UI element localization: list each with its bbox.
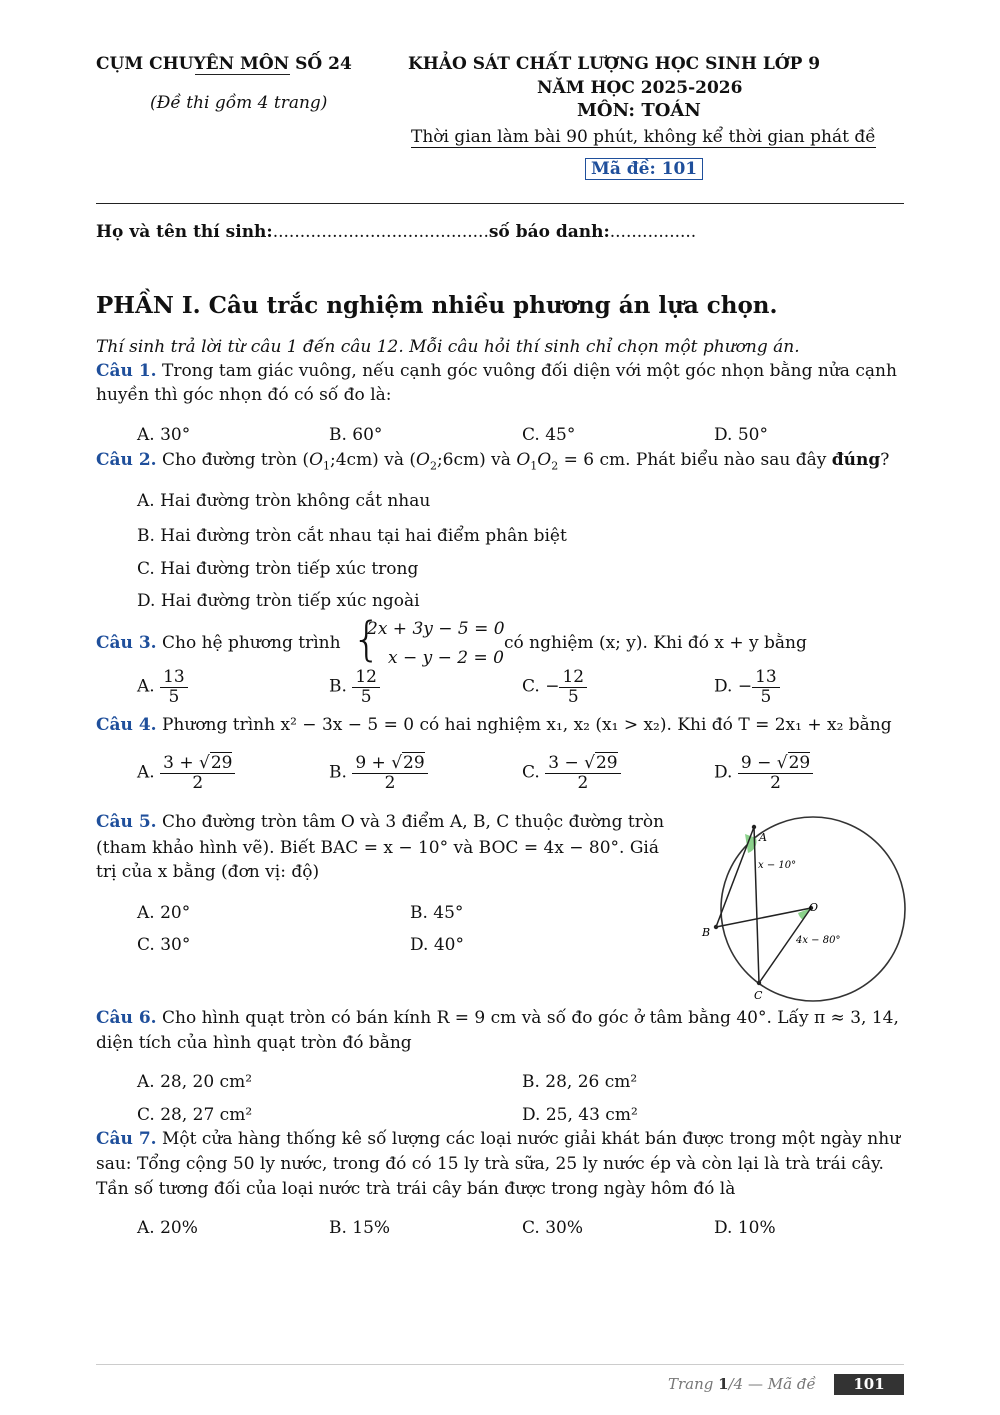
- q1-option-d[interactable]: D. 50°: [714, 425, 768, 445]
- q6-option-c[interactable]: C. 28, 27 cm²: [137, 1105, 253, 1125]
- q7-line1: Câu 7. Một cửa hàng thống kê số lượng các loại nước giải khát bán được trong một ngày như: [96, 1129, 901, 1149]
- q3-eq2: x − y − 2 = 0: [388, 648, 504, 668]
- q7-line3: Tần số tương đối của loại nước trà trái cây bán được trong ngày hôm đó là: [96, 1179, 736, 1199]
- q3-option-a[interactable]: A. $\frac{13}{5}$: [137, 668, 188, 706]
- exam-title: KHẢO SÁT CHẤT LƯỢNG HỌC SINH LỚP 9: [408, 54, 821, 74]
- q4-option-a[interactable]: A. $\frac{3 + √29}{2}$: [137, 754, 235, 792]
- q6-label: Câu 6.: [96, 1008, 157, 1028]
- time-note: Thời gian làm bài 90 phút, không kể thời gian phát đề: [411, 127, 876, 147]
- q1-line1: [96, 361, 906, 381]
- q1-label: Câu 1.: [96, 361, 157, 381]
- point-c: [757, 981, 761, 985]
- q2-option-c[interactable]: C. Hai đường tròn tiếp xúc trong: [137, 559, 419, 579]
- exam-code-box: Mã đề: 101: [585, 158, 703, 180]
- school-cluster-title: CỤM CHUYÊN MÔN SỐ 24: [96, 54, 352, 74]
- header-underline: [195, 74, 290, 75]
- q4-option-b[interactable]: B. $\frac{9 + √29}{2}$: [329, 754, 428, 792]
- q7-option-d[interactable]: D. 10%: [714, 1218, 776, 1238]
- q7-option-c[interactable]: C. 30%: [522, 1218, 583, 1238]
- q1-option-a[interactable]: A. 30°: [137, 425, 191, 445]
- q3-option-d[interactable]: D. − $\frac{13}{5}$: [714, 668, 780, 706]
- subject-title: MÔN: TOÁN: [577, 100, 701, 121]
- point-b: [714, 925, 718, 929]
- system-brace: {: [352, 612, 382, 666]
- q1-option-b[interactable]: B. 60°: [329, 425, 383, 445]
- q5-option-c[interactable]: C. 30°: [137, 935, 191, 955]
- q5-line1: Câu 5. Cho đường tròn tâm O và 3 điểm A, B, C thuộc đường tròn: [96, 812, 665, 832]
- q5-option-b[interactable]: B. 45°: [410, 903, 464, 923]
- q6-line1: Câu 6. Cho hình quạt tròn có bán kính R = 9 cm và số đo góc ở tâm bằng 40°. Lấy π ≈ 3, 14,: [96, 1008, 899, 1028]
- q5-option-a[interactable]: A. 20°: [137, 903, 191, 923]
- label-b: B: [702, 926, 711, 939]
- header-divider: [96, 203, 904, 204]
- label-angle-a: x − 10°: [758, 860, 797, 871]
- q5-line2: (tham khảo hình vẽ). Biết BAC = x − 10° và BOC = 4x − 80°. Giá: [96, 838, 660, 858]
- segment-ac: [754, 827, 759, 983]
- segment-ab: [716, 827, 754, 927]
- q6-option-b[interactable]: B. 28, 26 cm²: [522, 1072, 638, 1092]
- q1-text: Trong tam giác vuông, nếu cạnh góc vuông đối diện với một góc nhọn bằng nửa cạnh: [161, 361, 897, 381]
- point-a: [752, 825, 756, 829]
- q1-option-c[interactable]: C. 45°: [522, 425, 576, 445]
- q3-option-c[interactable]: C. − $\frac{12}{5}$: [522, 668, 587, 706]
- label-o: O: [809, 901, 819, 914]
- q2-line: Câu 2. Cho đường tròn $(O_1;4cm)$ và $(O_2;6cm)$ và $O_1O_2 = 6$ cm. Phát biểu nào sau đây đúng?: [96, 450, 890, 473]
- q2-option-d[interactable]: D. Hai đường tròn tiếp xúc ngoài: [137, 591, 420, 611]
- footer-text: Trang 1/4 — Mã đề: [668, 1375, 816, 1393]
- q5-line3: trị của x bằng (đơn vị: độ): [96, 862, 320, 882]
- page-count-note: (Đề thi gồm 4 trang): [150, 93, 328, 113]
- label-a: A: [759, 831, 767, 844]
- q7-option-b[interactable]: B. 15%: [329, 1218, 391, 1238]
- q7-option-a[interactable]: A. 20%: [137, 1218, 198, 1238]
- part1-instruction: Thí sinh trả lời từ câu 1 đến câu 12. Mỗi câu hỏi thí sinh chỉ chọn một phương án.: [96, 337, 800, 357]
- q3-eq1: 2x + 3y − 5 = 0: [367, 619, 505, 639]
- q2-option-a[interactable]: A. Hai đường tròn không cắt nhau: [137, 491, 431, 511]
- circle-figure: [690, 805, 910, 1005]
- q6-option-d[interactable]: D. 25, 43 cm²: [522, 1105, 638, 1125]
- label-c: C: [754, 989, 763, 1002]
- q1-line2: huyền thì góc nhọn đó có số đo là:: [96, 385, 392, 405]
- q7-line2: sau: Tổng cộng 50 ly nước, trong đó có 15 ly trà sữa, 25 ly nước ép và còn lại là trà trái cây.: [96, 1154, 884, 1174]
- part1-title: PHẦN I. Câu trắc nghiệm nhiều phương án lựa chọn.: [96, 292, 778, 319]
- candidate-id-dots: ................: [609, 222, 697, 242]
- q5-option-d[interactable]: D. 40°: [410, 935, 464, 955]
- q6-option-a[interactable]: A. 28, 20 cm²: [137, 1072, 253, 1092]
- q4-option-c[interactable]: C. $\frac{3 - √29}{2}$: [522, 754, 621, 792]
- q7-label: Câu 7.: [96, 1129, 157, 1149]
- candidate-line: [96, 222, 696, 242]
- q3-intro: Câu 3. Cho hệ phương trình: [96, 633, 341, 653]
- label-angle-o: 4x − 80°: [796, 935, 841, 946]
- candidate-name-label: Họ và tên thí sinh:: [96, 222, 273, 242]
- q3-tail: có nghiệm (x; y). Khi đó x + y bằng: [504, 633, 807, 653]
- q4-option-d[interactable]: D. $\frac{9 - √29}{2}$: [714, 754, 813, 792]
- candidate-id-label: số báo danh:: [488, 222, 610, 242]
- candidate-name-dots: ........................................: [272, 222, 489, 242]
- q3-label: Câu 3.: [96, 633, 157, 653]
- footer-divider: [96, 1364, 904, 1365]
- q2-label: Câu 2.: [96, 450, 157, 470]
- q5-label: Câu 5.: [96, 812, 157, 832]
- q4-label: Câu 4.: [96, 715, 157, 735]
- segment-bo: [716, 908, 811, 927]
- q6-line2: diện tích của hình quạt tròn đó bằng: [96, 1033, 412, 1053]
- q2-option-b[interactable]: B. Hai đường tròn cắt nhau tại hai điểm phân biệt: [137, 526, 567, 546]
- footer-code-badge: 101: [834, 1374, 904, 1395]
- school-year: NĂM HỌC 2025-2026: [537, 78, 743, 98]
- q3-option-b[interactable]: B. $\frac{12}{5}$: [329, 668, 380, 706]
- q4-line: Câu 4. Phương trình x² − 3x − 5 = 0 có hai nghiệm x₁, x₂ (x₁ > x₂). Khi đó T = 2x₁ + x₂ bằng: [96, 715, 892, 735]
